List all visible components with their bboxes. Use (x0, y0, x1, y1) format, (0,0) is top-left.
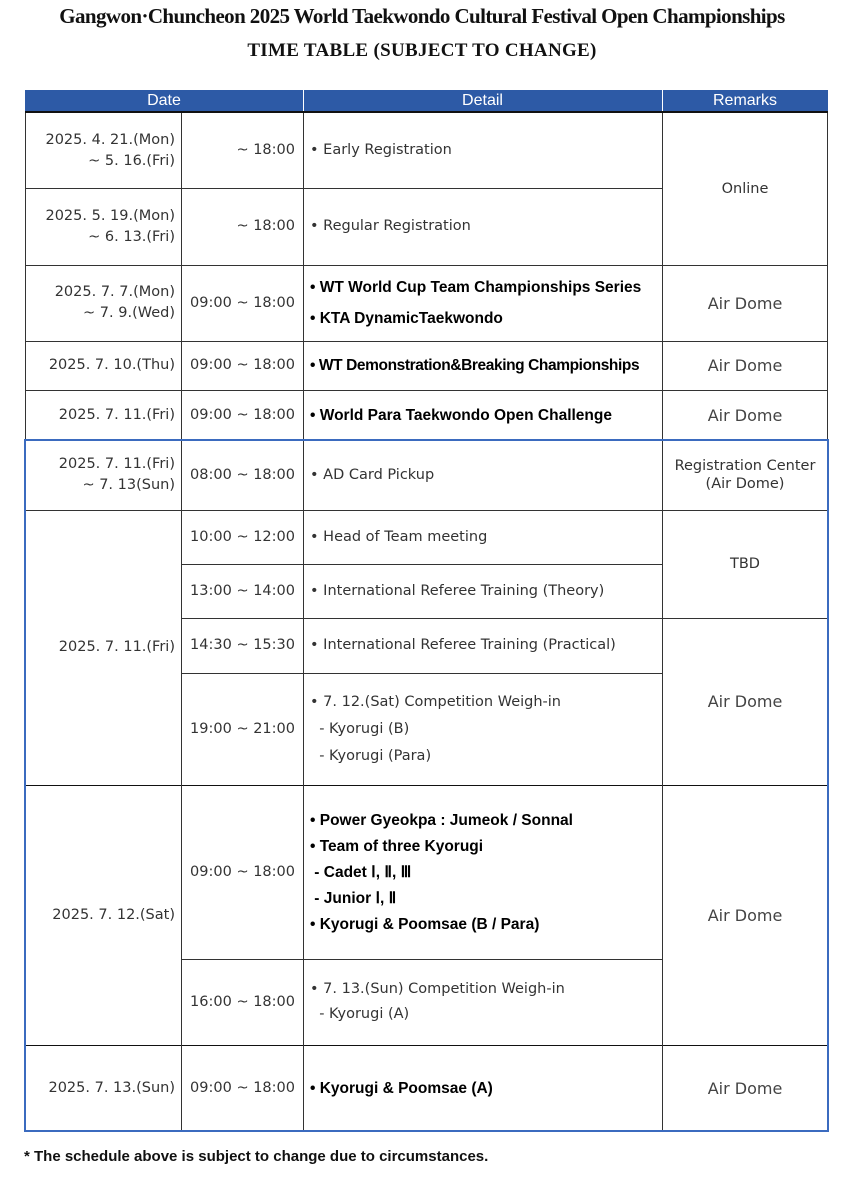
time-cell: 13:00 ~ 14:00 (190, 582, 295, 599)
cell-line: ~ 6. 13.(Fri) (88, 228, 175, 245)
cell-line: (Air Dome) (705, 476, 785, 492)
cell-line: • 7. 13.(Sun) Competition Weigh-in (310, 981, 565, 997)
cell-line: • Kyorugi & Poomsae (A) (310, 1079, 493, 1097)
detail-cell (303, 1045, 662, 1131)
header-remarks: Remarks (662, 90, 828, 112)
detail-cell (303, 618, 662, 673)
time-cell: 09:00 ~ 18:00 (190, 1079, 295, 1096)
remark-cell: Air Dome (707, 1078, 783, 1098)
cell-line: • Head of Team meeting (310, 528, 488, 545)
cell-line: • AD Card Pickup (310, 466, 435, 483)
detail-cell (303, 959, 662, 1045)
cell-line: 2025. 7. 13.(Sun) (48, 1079, 175, 1096)
time-cell: 09:00 ~ 18:00 (190, 406, 295, 423)
date-cell (25, 188, 181, 265)
detail-cell (303, 440, 662, 510)
cell-line: • International Referee Training (Theory) (310, 582, 605, 599)
cell-line: • Team of three Kyorugi (310, 837, 484, 855)
cell-line: - Kyorugi (B) (310, 720, 410, 737)
cell-line: • WT Demonstration&Breaking Championships (310, 357, 640, 374)
time-cell: 19:00 ~ 21:00 (190, 720, 295, 737)
time-cell: 16:00 ~ 18:00 (190, 993, 295, 1010)
time-cell: ~ 18:00 (236, 142, 295, 158)
detail-cell (303, 564, 662, 618)
date-cell (25, 510, 181, 785)
date-cell (25, 785, 181, 1045)
date-cell (25, 1045, 181, 1131)
remark-cell: Air Dome (707, 405, 783, 425)
cell-line: 2025. 7. 11.(Fri) (58, 406, 175, 423)
cell-line: 2025. 4. 21.(Mon) (45, 131, 175, 148)
time-cell: 09:00 ~ 18:00 (190, 294, 295, 311)
cell-line: 2025. 7. 11.(Fri) (58, 456, 175, 472)
time-cell: 14:30 ~ 15:30 (190, 637, 295, 653)
cell-line: 2025. 5. 19.(Mon) (45, 207, 175, 224)
cell-line: 2025. 7. 7.(Mon) (54, 284, 175, 300)
time-cell: 10:00 ~ 12:00 (190, 528, 295, 545)
time-cell: 09:00 ~ 18:00 (190, 357, 295, 373)
detail-cell (303, 673, 662, 785)
cell-line: ~ 5. 16.(Fri) (88, 152, 175, 169)
cell-line: • WT World Cup Team Championships Series (310, 279, 642, 296)
cell-line: - Junior Ⅰ, Ⅱ (310, 889, 397, 907)
date-cell (25, 113, 181, 188)
document-subtitle: TIME TABLE (SUBJECT TO CHANGE) (247, 40, 597, 61)
remark-cell: Air Dome (707, 692, 783, 711)
detail-cell (303, 113, 662, 188)
cell-line: - Kyorugi (A) (310, 1006, 410, 1022)
date-cell (25, 390, 181, 440)
footnote: * The schedule above is subject to change due to circumstances. (24, 1148, 489, 1165)
cell-line: ~ 7. 9.(Wed) (83, 305, 175, 321)
cell-line: • KTA DynamicTaekwondo (310, 310, 503, 327)
time-cell: ~ 18:00 (236, 218, 295, 234)
time-cell: 09:00 ~ 18:00 (190, 863, 295, 880)
cell-line: - Cadet Ⅰ, Ⅱ, Ⅲ (310, 863, 412, 881)
cell-line: • Kyorugi & Poomsae (B / Para) (310, 915, 540, 933)
remark-cell: Online (721, 180, 769, 197)
cell-line: • Early Registration (310, 142, 452, 158)
date-cell (25, 440, 181, 510)
detail-cell (303, 265, 662, 341)
detail-cell (303, 390, 662, 440)
detail-cell (303, 341, 662, 390)
cell-line: • Power Gyeokpa : Jumeok / Sonnal (310, 811, 573, 829)
detail-cell (303, 785, 662, 959)
header-detail: Detail (303, 90, 662, 112)
remark-cell: Air Dome (707, 905, 783, 925)
cell-line: 2025. 7. 10.(Thu) (48, 357, 175, 373)
date-cell (25, 341, 181, 390)
cell-line: • Regular Registration (310, 218, 471, 234)
remark-cell: Air Dome (707, 293, 783, 313)
remark-cell: TBD (730, 555, 760, 572)
document-title: Gangwon·Chuncheon 2025 World Taekwondo Cultural Festival Open Championships (59, 4, 785, 28)
cell-line: - Kyorugi (Para) (310, 747, 432, 764)
detail-cell (303, 188, 662, 265)
cell-line: • International Referee Training (Practical) (310, 637, 616, 653)
cell-line: • 7. 12.(Sat) Competition Weigh-in (310, 693, 561, 710)
cell-line: Registration Center (674, 458, 816, 474)
cell-line: 2025. 7. 11.(Fri) (58, 639, 175, 655)
remark-cell: Air Dome (707, 356, 783, 375)
cell-line: • World Para Taekwondo Open Challenge (310, 406, 612, 424)
date-cell (25, 265, 181, 341)
remark-cell (662, 440, 828, 510)
detail-cell (303, 510, 662, 564)
time-cell: 08:00 ~ 18:00 (190, 466, 295, 483)
header-date: Date (25, 90, 303, 112)
cell-line: ~ 7. 13(Sun) (82, 477, 175, 493)
cell-line: 2025. 7. 12.(Sat) (52, 906, 175, 923)
